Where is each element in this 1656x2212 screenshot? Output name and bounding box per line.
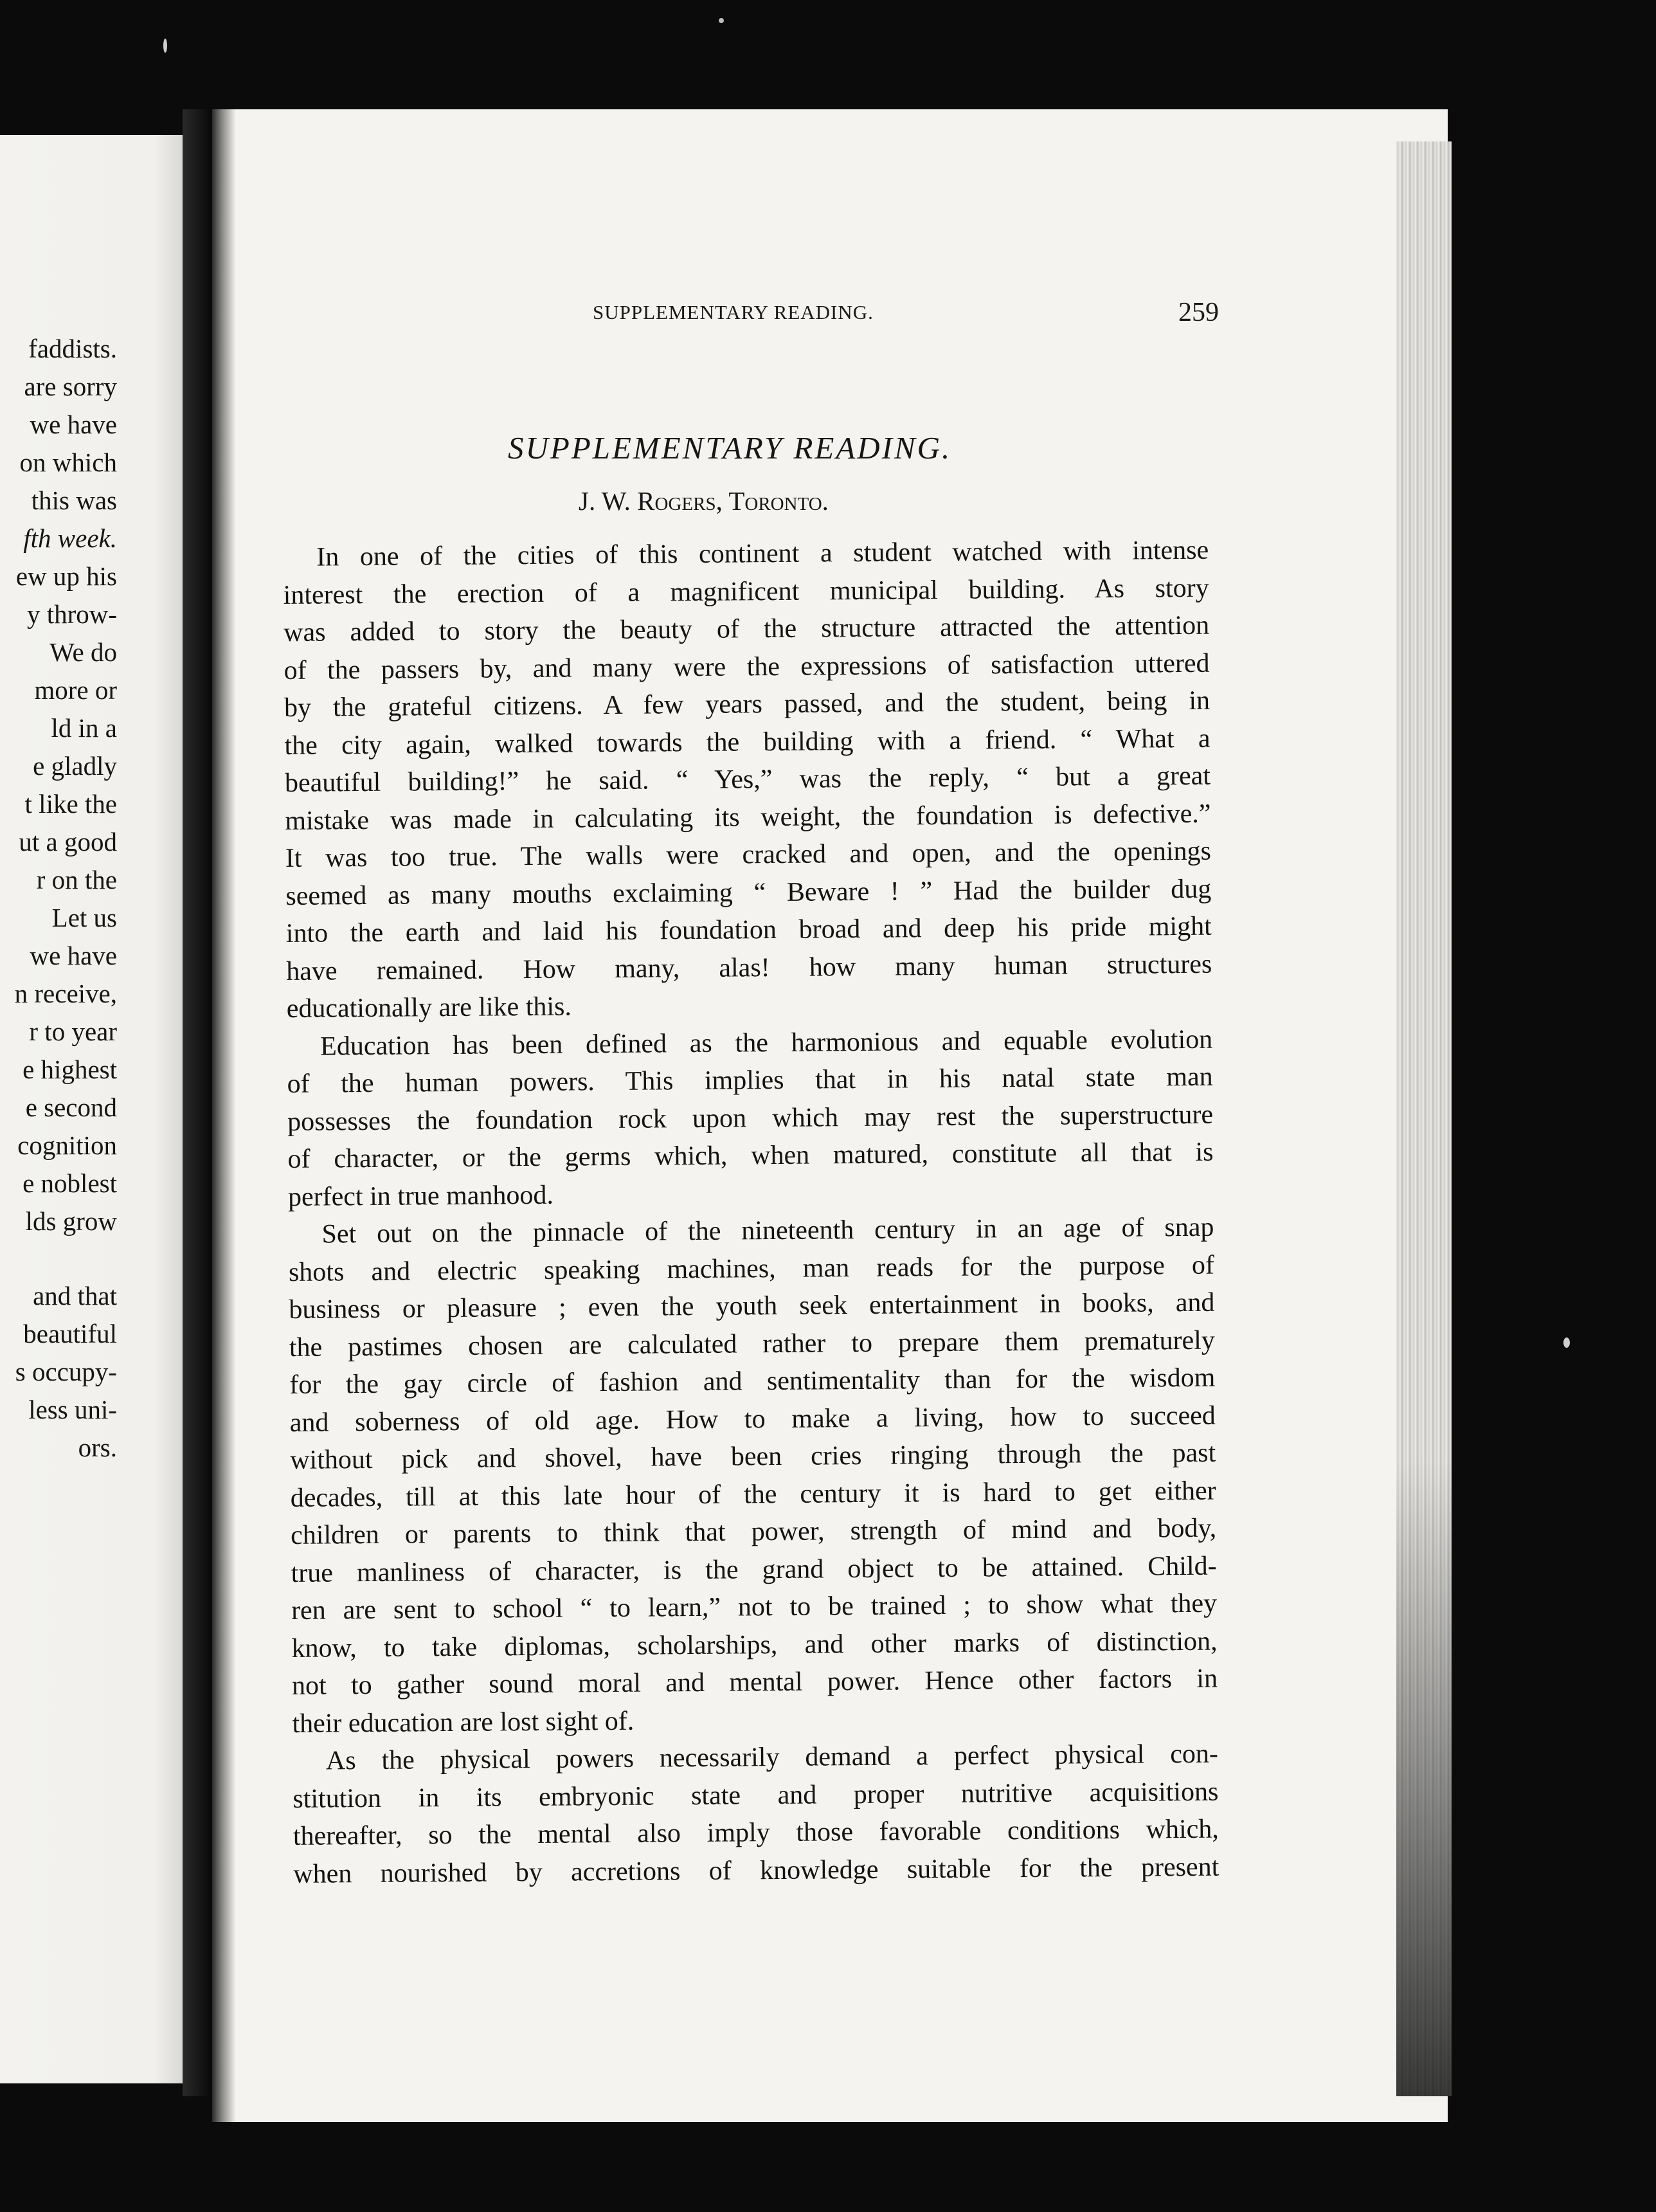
running-head-title: SUPPLEMENTARY READING. (593, 301, 874, 323)
left-line: ld in a (51, 713, 117, 743)
article-title: SUPPLEMENTARY READING. (508, 430, 952, 466)
body-line: ren are sent to school “ to learn,” not to be trained ; to show what they (291, 1588, 1218, 1626)
left-line: are sorry (24, 372, 117, 401)
body-line: without pick and shovel, have been cries ringing through the past (290, 1438, 1216, 1475)
left-line: ors. (78, 1433, 117, 1462)
scan-speck (163, 39, 167, 53)
body-line: their education are lost sight of. (292, 1706, 634, 1739)
article-body (283, 532, 1219, 1893)
left-line: Let us (51, 903, 117, 932)
body-line: educationally are like this. (286, 992, 572, 1024)
body-line: Set out on the pinnacle of the nineteenth century in an age of snap (321, 1212, 1214, 1249)
body-line: It was too true. The walls were cracked and open, and the openings (285, 836, 1212, 873)
left-line: we have (30, 941, 117, 970)
left-line: r to year (29, 1017, 117, 1046)
body-line: of the passers by, and many were the expressions of satisfaction uttered (284, 648, 1210, 685)
left-line: beautiful (23, 1319, 117, 1348)
body-line: decades, till at this late hour of the century it is hard to get either (290, 1476, 1216, 1513)
body-line: As the physical powers necessarily demand a perfect physical con- (325, 1739, 1219, 1776)
body-line: was added to story the beauty of the structure attracted the attention (283, 610, 1210, 648)
body-line: know, to take diplomas, scholarships, and other marks of distinction, (291, 1626, 1218, 1664)
body-line: seemed as many mouths exclaiming “ Beware ! ” Had the builder dug (285, 874, 1212, 911)
left-line: We do (50, 637, 117, 667)
author-byline: J. W. Rogers, Toronto. (579, 486, 829, 516)
page-edges (1396, 141, 1452, 2096)
body-line: beautiful building!” he said. “ Yes,” was the reply, “ but a great (284, 761, 1211, 798)
left-line: on which (19, 448, 117, 477)
left-page-text (15, 330, 117, 1467)
left-line: n receive, (14, 979, 117, 1008)
body-line: the city again, walked towards the building with a friend. “ What a (284, 723, 1210, 761)
scan-speck (719, 18, 724, 23)
body-line: of character, or the germs which, when matured, constitute all that is (287, 1137, 1214, 1174)
gutter-shadow (212, 109, 235, 2122)
left-line: fth week. (23, 523, 117, 553)
body-line: of the human powers. This implies that in his natal state man (287, 1062, 1213, 1099)
left-line: ut a good (19, 827, 117, 857)
left-line: we have (30, 410, 117, 439)
left-line: this was (31, 485, 117, 515)
body-line: children or parents to think that power, strength of mind and body, (290, 1513, 1217, 1550)
body-line: thereafter, so the mental also imply those favorable conditions which, (292, 1814, 1219, 1851)
scan-speck (1563, 1337, 1570, 1348)
left-facing-page (0, 135, 193, 2083)
body-line: have remained. How many, alas! how many human structures (286, 949, 1212, 986)
left-line: e highest (22, 1055, 117, 1084)
body-line: stitution in its embryonic state and proper nutritive acquisitions (292, 1777, 1219, 1814)
body-line: into the earth and laid his foundation broad and deep his pride might (285, 911, 1212, 948)
body-line: business or pleasure ; even the youth seek entertainment in books, and (289, 1287, 1215, 1325)
left-line: and that (33, 1281, 117, 1310)
left-line: e noblest (22, 1168, 117, 1198)
left-line: r on the (36, 865, 117, 894)
page-number: 259 (1178, 298, 1219, 327)
body-line: In one of the cities of this continent a student watched with intense (316, 535, 1209, 572)
body-line: mistake was made in calculating its weight, the foundation is defective.” (285, 799, 1211, 836)
body-line: and soberness of old age. How to make a living, how to succeed (289, 1401, 1216, 1438)
left-line: ew up his (15, 561, 117, 591)
left-line: lds grow (25, 1206, 117, 1236)
left-line: s occupy- (15, 1357, 117, 1386)
body-line: shots and electric speaking machines, man reads for the purpose of (288, 1250, 1215, 1287)
running-head (379, 298, 1234, 340)
left-line: e second (25, 1092, 117, 1122)
left-line: t like the (24, 789, 117, 819)
left-line: less uni- (28, 1395, 117, 1424)
body-line: perfect in true manhood. (287, 1180, 554, 1212)
body-line: Education has been defined as the harmonious and equable evolution (320, 1024, 1213, 1062)
body-line: the pastimes chosen are calculated rather to prepare them prematurely (289, 1325, 1216, 1363)
left-line: e gladly (33, 751, 117, 781)
body-line: when nourished by accretions of knowledge suitable for the present (293, 1852, 1220, 1889)
left-line: cognition (17, 1130, 117, 1160)
body-line: not to gather sound moral and mental power. Hence other factors in (291, 1664, 1218, 1701)
left-line: y throw- (26, 599, 117, 629)
body-line: interest the erection of a magnificent municipal building. As story (283, 573, 1209, 610)
left-line-gap (15, 1240, 117, 1277)
body-line: for the gay circle of fashion and sentimentality than for the wisdom (289, 1363, 1216, 1400)
body-line: true manliness of character, is the grand object to be attained. Child- (291, 1551, 1217, 1588)
book-gutter (183, 109, 211, 2096)
body-line: possesses the foundation rock upon which may rest the superstructure (287, 1100, 1214, 1137)
left-line: faddists. (28, 334, 117, 363)
left-line: more or (34, 675, 117, 705)
body-line: by the grateful citizens. A few years passed, and the student, being in (284, 685, 1210, 723)
